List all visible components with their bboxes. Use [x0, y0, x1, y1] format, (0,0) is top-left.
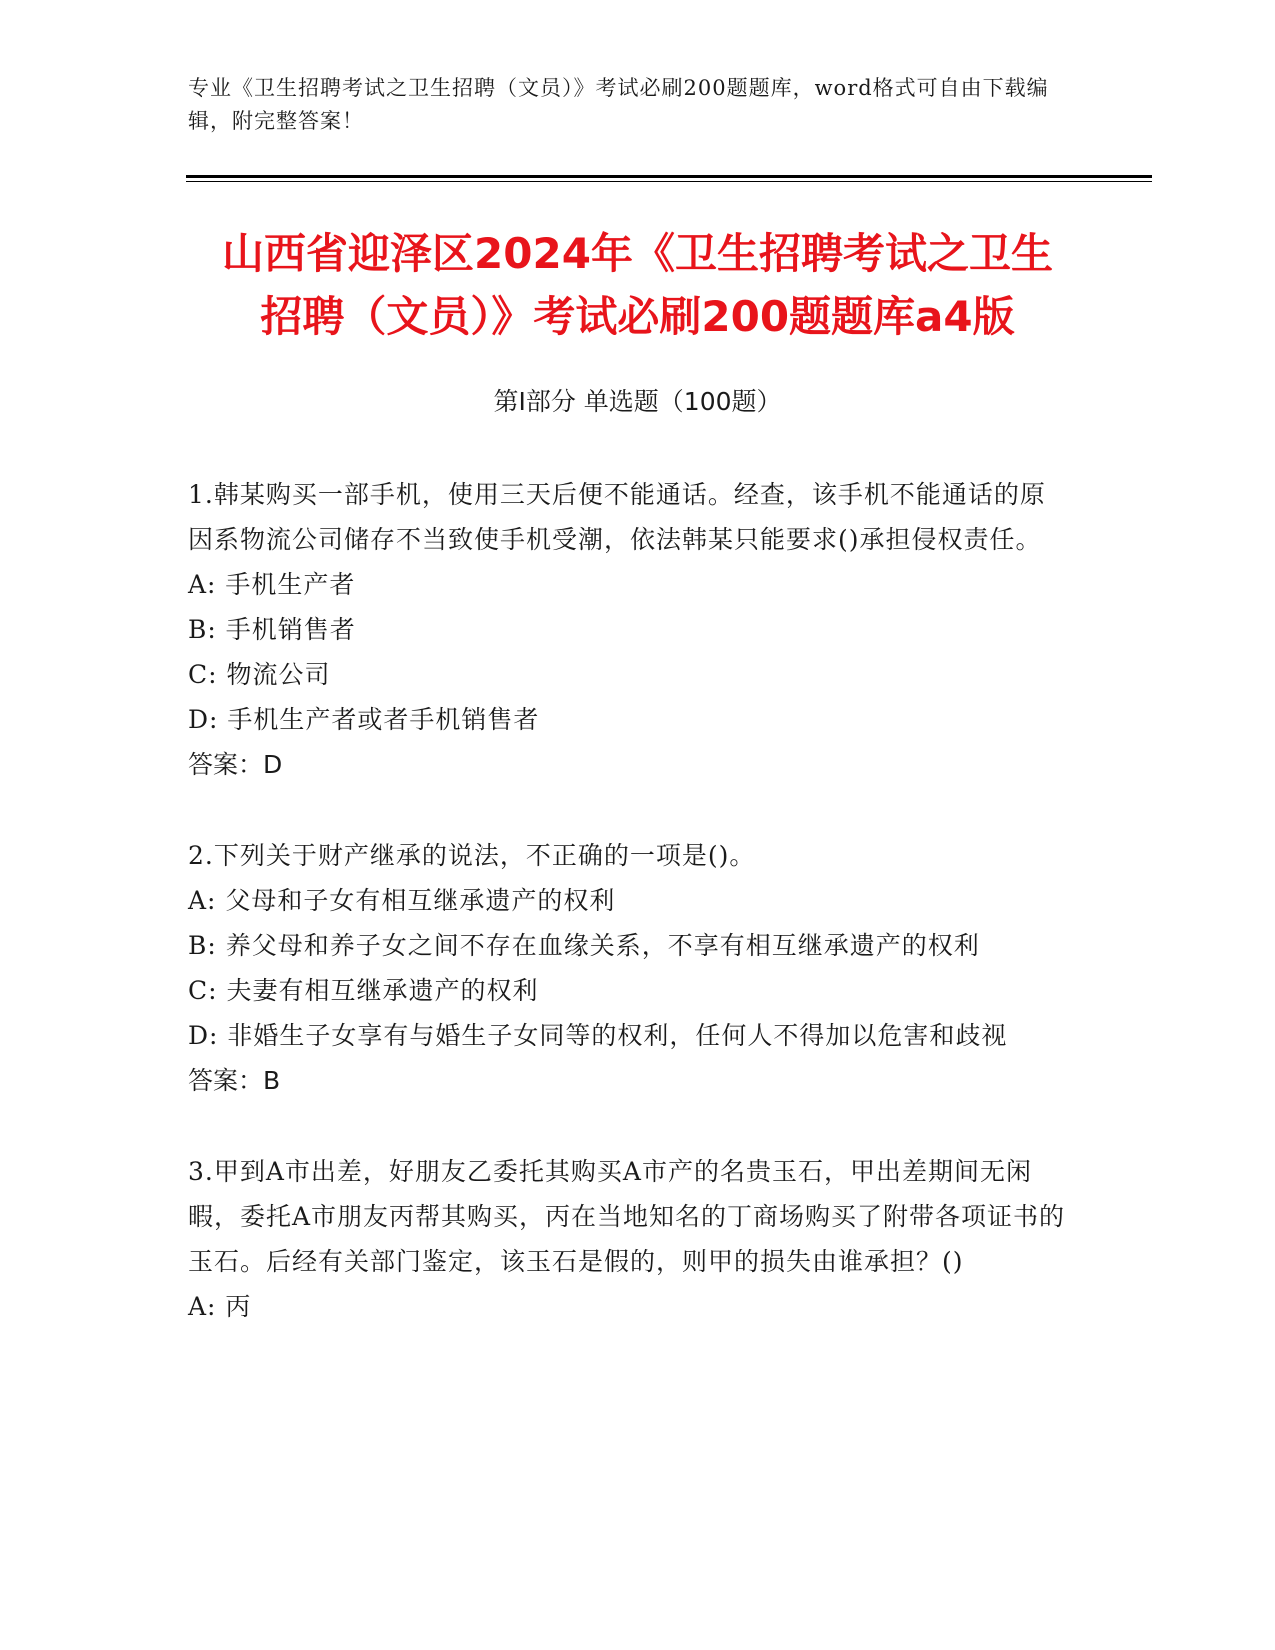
- option-c: C: 夫妻有相互继承遗产的权利: [188, 976, 539, 1005]
- header-rule-thin: [186, 181, 1152, 182]
- question-2: [188, 833, 1068, 1103]
- document-title: [150, 222, 1125, 348]
- question-list: [188, 472, 1068, 1375]
- option-c: C: 物流公司: [188, 660, 331, 689]
- header-note: 专业《卫生招聘考试之卫生招聘（文员）》考试必刷200题题库，word格式可自由下载编辑，附完整答案！: [188, 76, 1049, 133]
- question-text: 3.甲到A市出差，好朋友乙委托其购买A市产的名贵玉石，甲出差期间无闲暇，委托A市朋友丙帮其购买，丙在当地知名的丁商场购买了附带各项证书的玉石。后经有关部门鉴定，该玉石是假的，则甲的损失由谁承担？(): [188, 1157, 1066, 1276]
- option-a: A: 父母和子女有相互继承遗产的权利: [188, 886, 616, 915]
- title-line-1: 山西省迎泽区2024年《卫生招聘考试之卫生: [222, 229, 1053, 278]
- section-title: 第I部分 单选题（100题）: [493, 387, 782, 416]
- option-b: B: 养父母和养子女之间不存在血缘关系，不享有相互继承遗产的权利: [188, 931, 980, 960]
- option-d: D: 非婚生子女享有与婚生子女同等的权利，任何人不得加以危害和歧视: [188, 1021, 1008, 1050]
- answer: 答案：B: [188, 1066, 281, 1095]
- option-d: D: 手机生产者或者手机销售者: [188, 705, 540, 734]
- option-b: B: 手机销售者: [188, 615, 356, 644]
- option-a: A: 丙: [188, 1292, 252, 1321]
- header-rule-thick: [186, 175, 1152, 178]
- answer: 答案：D: [188, 750, 283, 779]
- question-text: 1.韩某购买一部手机，使用三天后便不能通话。经查，该手机不能通话的原因系物流公司储存不当致使手机受潮，依法韩某只能要求()承担侵权责任。: [188, 480, 1046, 554]
- question-3: [188, 1149, 1068, 1329]
- question-1: [188, 472, 1068, 787]
- question-text: 2.下列关于财产继承的说法，不正确的一项是()。: [188, 841, 756, 870]
- title-line-2: 招聘（文员）》考试必刷200题题库a4版: [260, 292, 1015, 341]
- option-a: A: 手机生产者: [188, 570, 356, 599]
